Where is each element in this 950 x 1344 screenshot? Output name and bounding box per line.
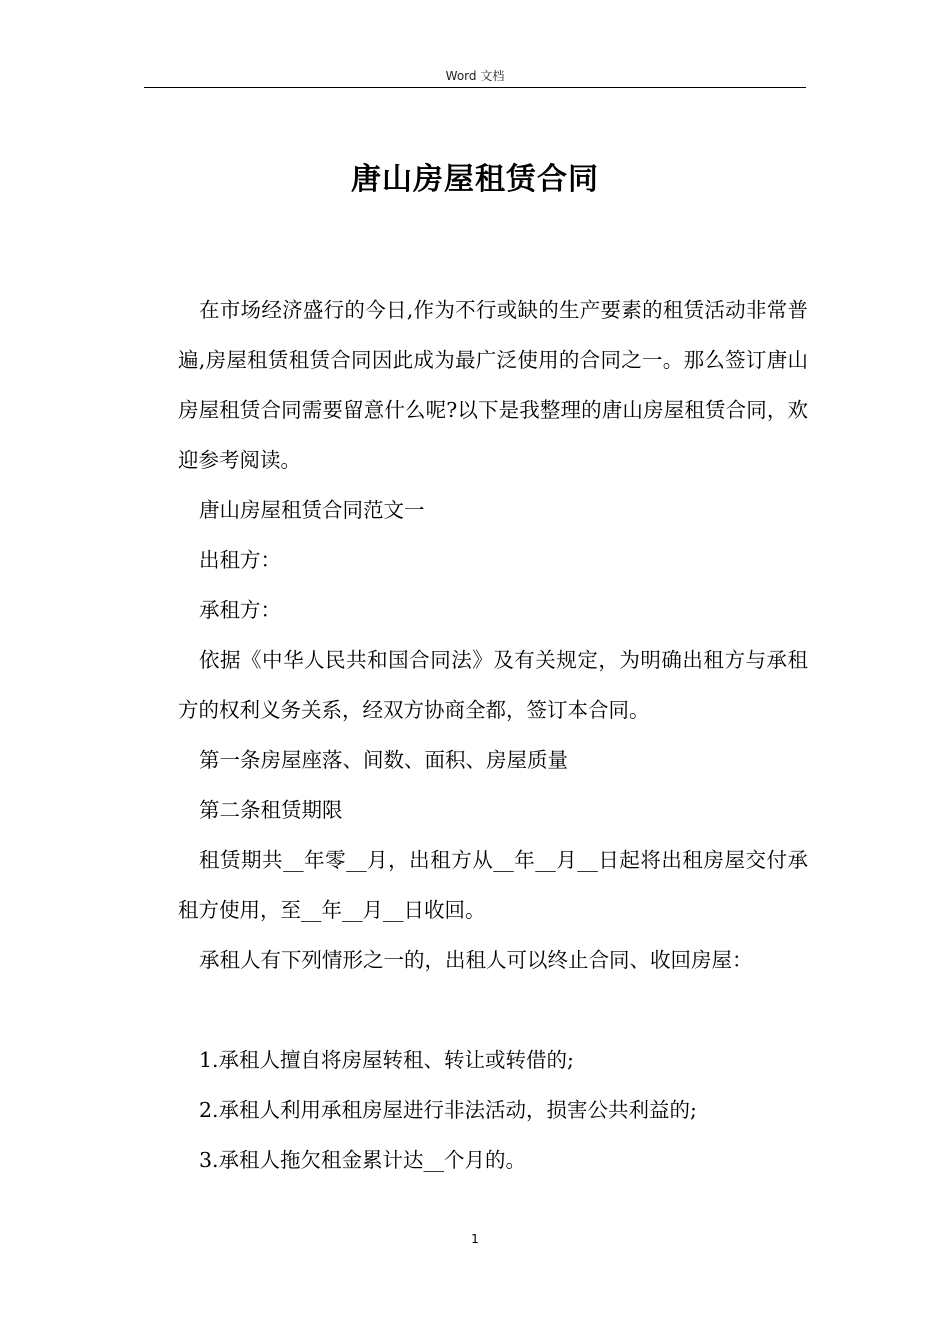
termination-paragraph: 承租人有下列情形之一的，出租人可以终止合同、收回房屋：	[199, 948, 753, 972]
article-two-heading: 第二条租赁期限	[199, 798, 343, 822]
article-one-heading: 第一条房屋座落、间数、面积、房屋质量	[199, 748, 568, 772]
basis-paragraph: 依据《中华人民共和国合同法》及有关规定，为明确出租方与承租方的权利义务关系，经双方协商全都，签订本合同。	[178, 648, 808, 722]
document-body	[178, 285, 808, 1185]
page-header-label: Word 文档	[445, 69, 505, 83]
document-title: 唐山房屋租赁合同	[351, 162, 599, 197]
list-item: 1.承租人擅自将房屋转租、转让或转借的;	[199, 1048, 574, 1072]
intro-paragraph: 在市场经济盛行的今日,作为不行或缺的生产要素的租赁活动非常普遍,房屋租赁租赁合同因此成为最广泛使用的合同之一。那么签订唐山房屋租赁合同需要留意什么呢?以下是我整理的唐山房屋租赁合同，欢迎参考阅读。	[178, 298, 808, 472]
header-divider	[144, 87, 806, 88]
lessor-line: 出租方：	[199, 548, 281, 572]
sample-heading: 唐山房屋租赁合同范文一	[199, 498, 425, 522]
list-item: 3.承租人拖欠租金累计达__个月的。	[199, 1148, 527, 1172]
lease-term-paragraph: 租赁期共__年零__月，出租方从__年__月__日起将出租房屋交付承租方使用，至__年__月__日收回。	[178, 848, 808, 922]
page-number: 1	[471, 1232, 479, 1246]
paragraph-spacer	[178, 985, 808, 1035]
list-item: 2.承租人利用承租房屋进行非法活动，损害公共利益的;	[199, 1098, 697, 1122]
lessee-line: 承租方：	[199, 598, 281, 622]
